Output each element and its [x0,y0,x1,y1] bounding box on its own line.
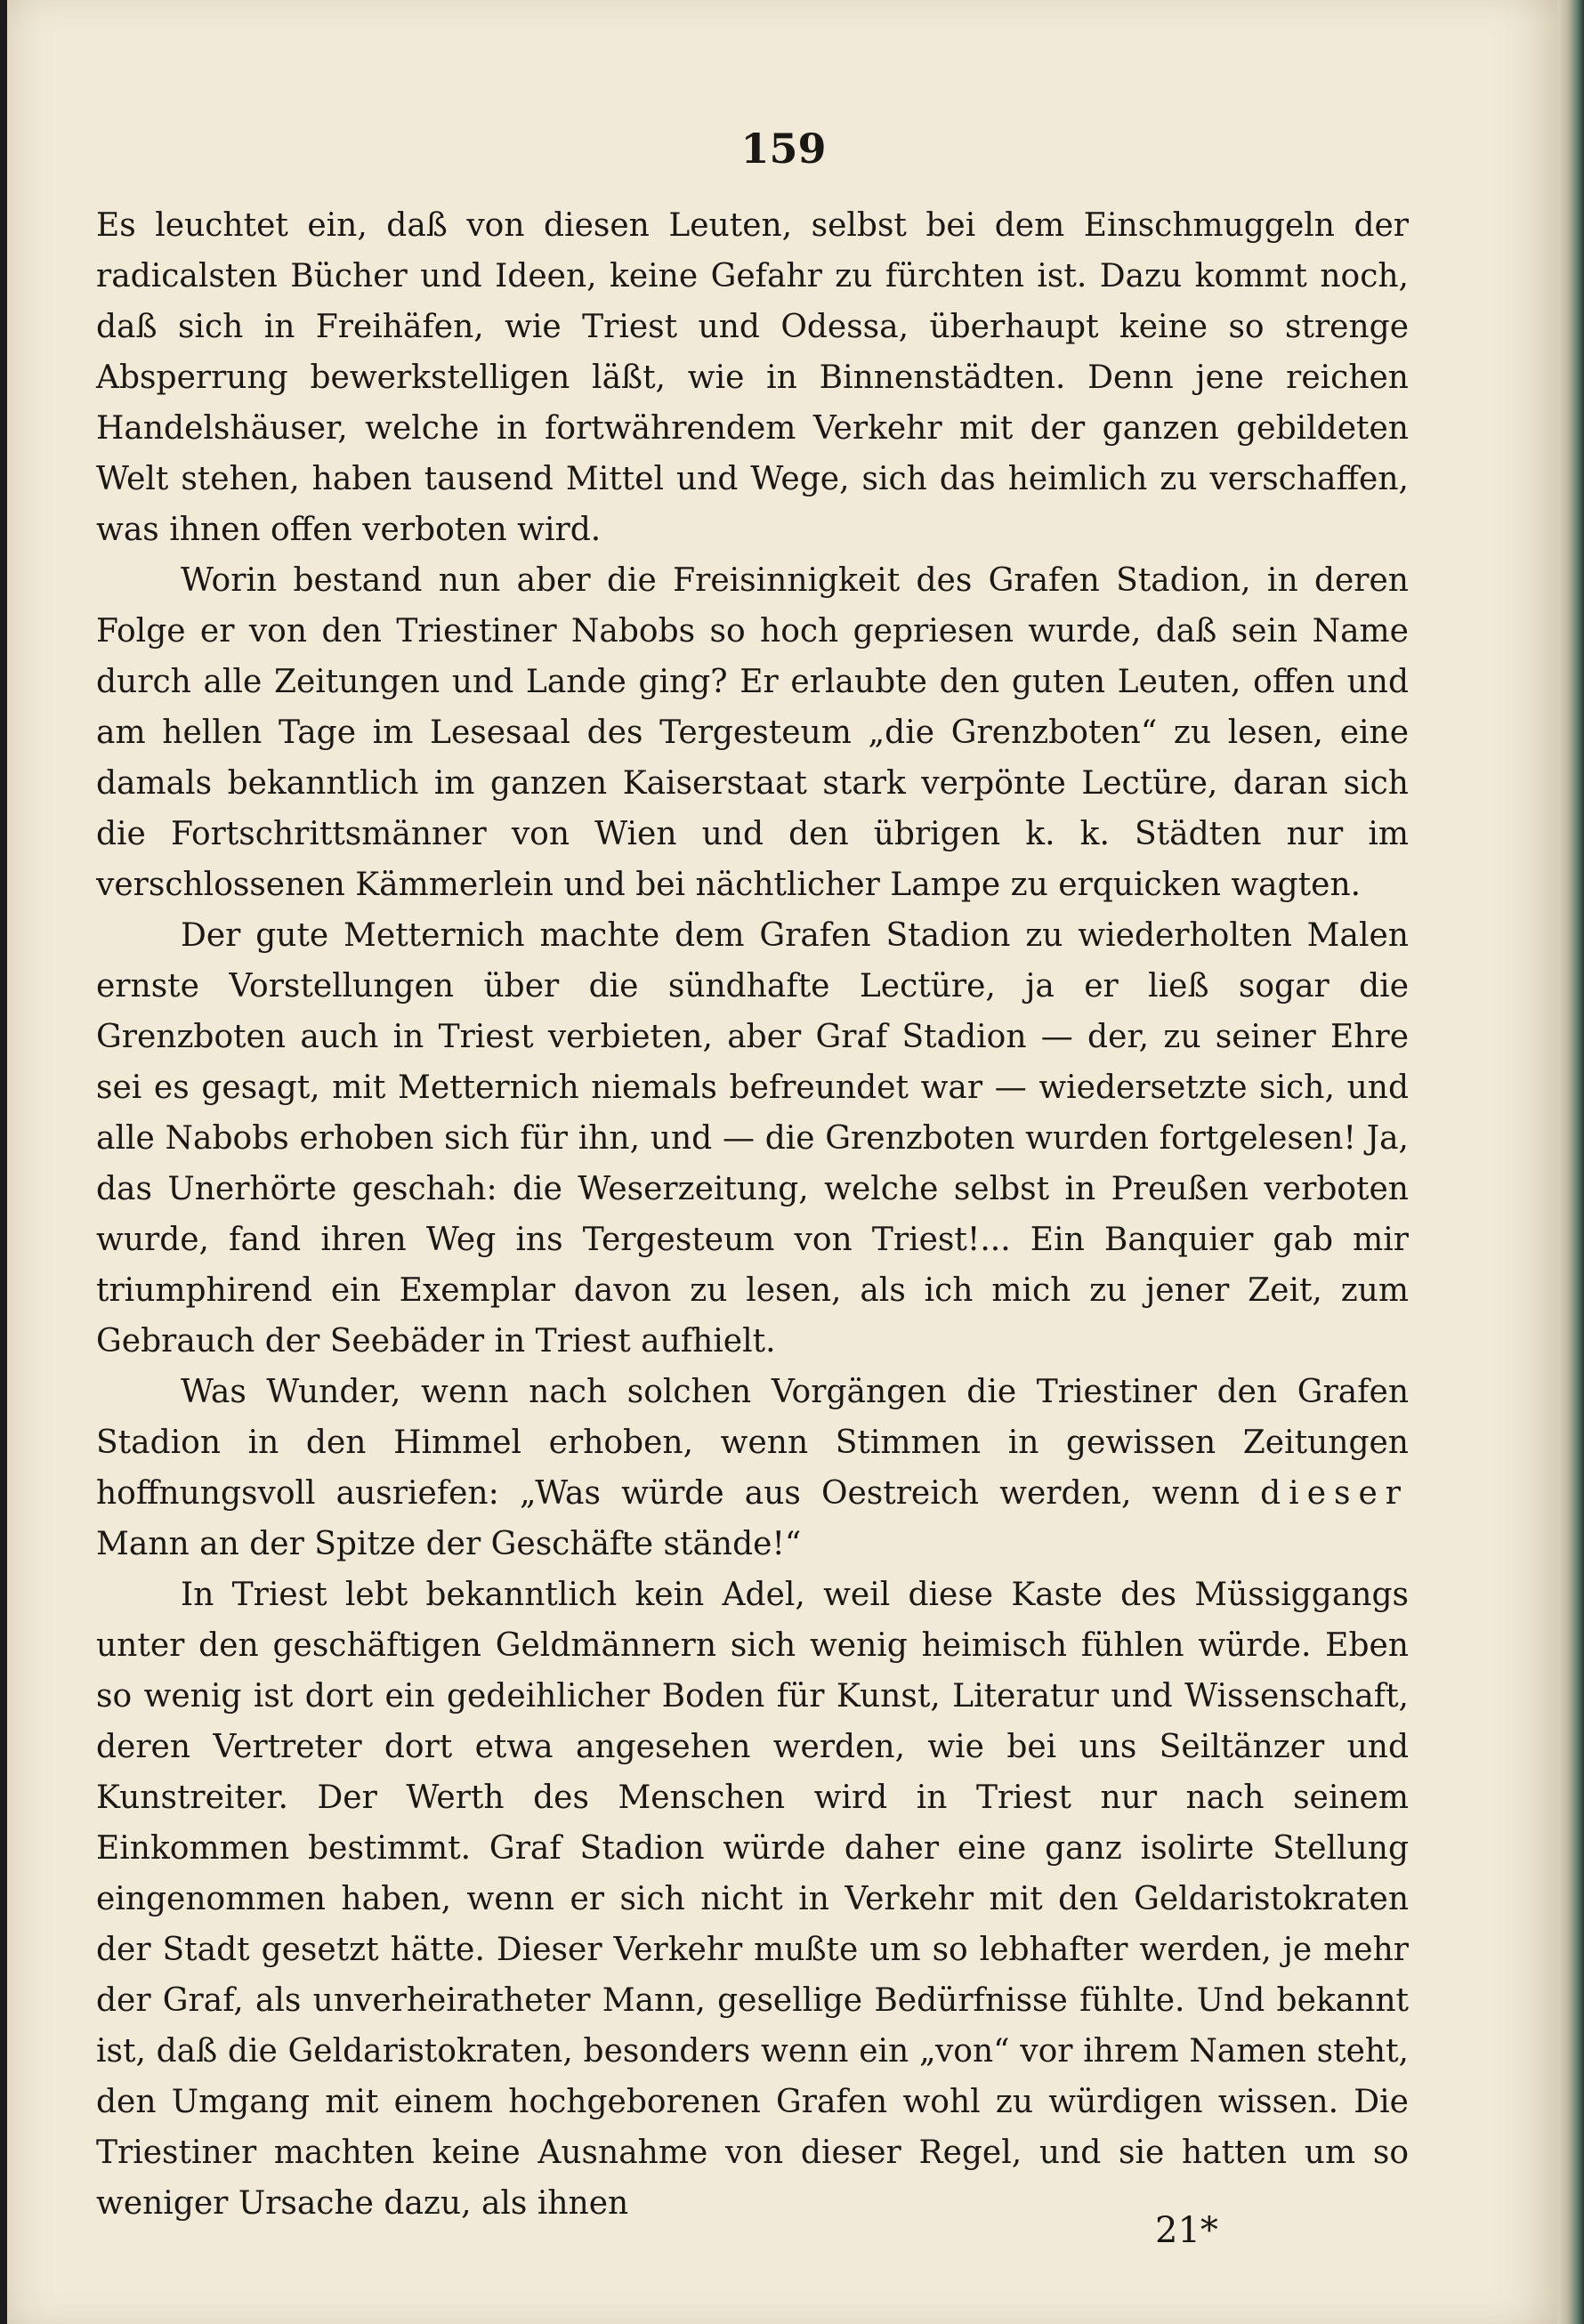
emphasized-word: dieser [1260,1475,1409,1512]
paragraph-1: Es leuchtet ein, daß von diesen Leuten, selbst bei dem Einschmuggeln der radicalsten Bücher und Ideen, keine Gefahr zu fürchten ist. Dazu kommt noch, daß sich in Freihäfen, wie Triest und Odessa, überhaupt keine so strenge Absperrung bewerkstelligen läßt, wie in Binnenstädten. Denn jene reichen Handelshäuser, welche in fortwährendem Verkehr mit der ganzen gebildeten Welt stehen, haben tausend Mittel und Wege, sich das heimlich zu verschaffen, was ihnen offen verboten wird. [96,207,1409,548]
paragraph-4 [96,1367,1409,1570]
page-body-text [96,200,1409,2229]
paragraph-4-text-before: Was Wunder, wenn nach solchen Vorgängen die Triestiner den Grafen Stadion in den Himmel erhoben, wenn Stimmen in gewissen Zeitungen hoffnungsvoll ausriefen: „Was würde aus Oestreich werden, wenn [96,1374,1409,1512]
paragraph-4-text-after: Mann an der Spitze der Geschäfte stände!“ [96,1526,802,1562]
book-page [7,0,1560,2324]
paragraph-3: Der gute Metternich machte dem Grafen Stadion zu wiederholten Malen ernste Vorstellungen über die sündhafte Lectüre, ja er ließ sogar die Grenzboten auch in Triest verbieten, aber Graf Stadion — der, zu seiner Ehre sei es gesagt, mit Metternich niemals befreundet war — wiedersetzte sich, und alle Nabobs erhoben sich für ihn, und — die Grenzboten wurden fortgelesen! Ja, das Unerhörte geschah: die Weserzeitung, welche selbst in Preußen verboten wurde, fand ihren Weg ins Tergesteum von Triest!... Ein Banquier gab mir triumphirend ein Exemplar davon zu lesen, als ich mich zu jener Zeit, zum Gebrauch der Seebäder in Triest aufhielt. [96,917,1409,1360]
book-spine-edge [1557,0,1584,2324]
signature-mark: 21* [1155,2210,1218,2251]
page-number: 159 [740,125,827,173]
paragraph-5: In Triest lebt bekanntlich kein Adel, weil diese Kaste des Müssiggangs unter den geschäftigen Geldmännern sich wenig heimisch fühlen würde. Eben so wenig ist dort ein gedeihlicher Boden für Kunst, Literatur und Wissenschaft, deren Vertreter dort etwa angesehen werden, wie bei uns Seiltänzer und Kunstreiter. Der Werth des Menschen wird in Triest nur nach seinem Einkommen bestimmt. Graf Stadion würde daher eine ganz isolirte Stellung eingenommen haben, wenn er sich nicht in Verkehr mit den Geldaristokraten der Stadt gesetzt hätte. Dieser Verkehr mußte um so lebhafter werden, je mehr der Graf, als unverheiratheter Mann, gesellige Bedürfnisse fühlte. Und bekannt ist, daß die Geldaristokraten, besonders wenn ein „von“ vor ihrem Namen steht, den Umgang mit einem hochgeborenen Grafen wohl zu würdigen wissen. Die Triestiner machten keine Ausnahme von dieser Regel, und sie hatten um so weniger Ursache dazu, als ihnen [96,1577,1409,2222]
paragraph-2: Worin bestand nun aber die Freisinnigkeit des Grafen Stadion, in deren Folge er von den Triestiner Nabobs so hoch gepriesen wurde, daß sein Name durch alle Zeitungen und Lande ging? Er erlaubte den guten Leuten, offen und am hellen Tage im Lesesaal des Tergesteum „die Grenzboten“ zu lesen, eine damals bekanntlich im ganzen Kaiserstaat stark verpönte Lectüre, daran sich die Fortschrittsmänner von Wien und den übrigen k. k. Städten nur im verschlossenen Kämmerlein und bei nächtlicher Lampe zu erquicken wagten. [96,562,1409,903]
